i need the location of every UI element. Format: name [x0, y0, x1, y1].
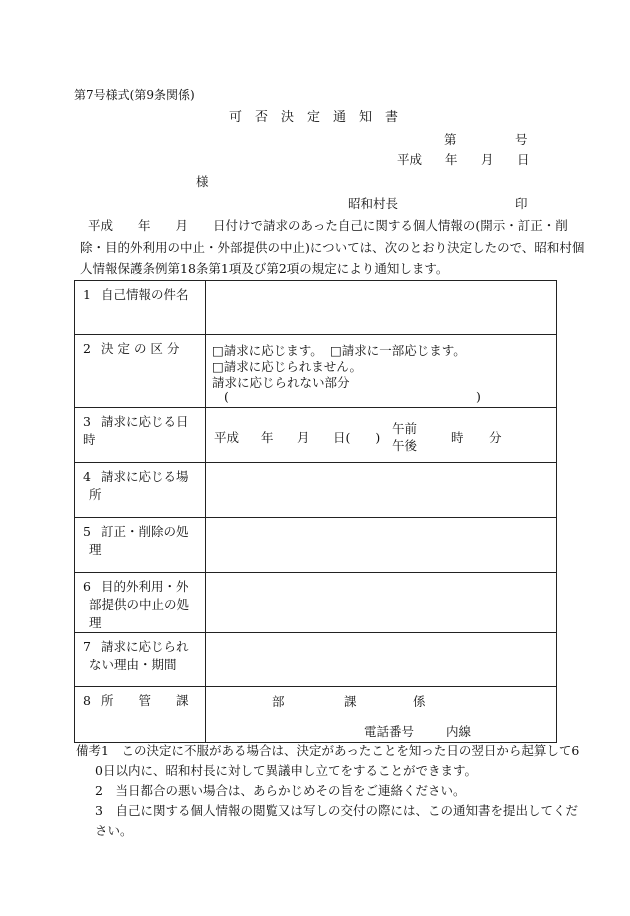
remark-3-line-1: 自己に関する個人情報の閲覧又は写しの交付の際には、この通知書を提出してくだ [115, 803, 578, 818]
row-datetime [75, 408, 557, 463]
remarks [76, 741, 580, 841]
remark-3-number: 3 [95, 803, 103, 818]
intro-line-3: 人情報保護条例第18条第1項及び第2項の規定により通知します。 [80, 261, 449, 276]
row-label-text: 請求に応じる日 [101, 414, 189, 429]
remark-2-text: 当日都合の悪い場合は、あらかじめその旨をご連絡ください。 [115, 783, 466, 798]
row-correction-label [75, 518, 206, 573]
row-label-text: 理 [89, 615, 102, 630]
option-partial-checkbox[interactable]: □請求に一部応じます。 [330, 343, 466, 358]
row-label-text: 請求に応じられ [101, 639, 189, 654]
row-number: 4 [83, 469, 91, 484]
remark-3 [76, 801, 578, 821]
datetime-day: 日( ) [333, 430, 381, 445]
row-department-value [206, 687, 557, 743]
row-label-text: 自己情報の件名 [101, 287, 189, 302]
row-suspension [75, 573, 557, 633]
remarks-heading: 備考1 [76, 743, 109, 758]
row-reason-value[interactable] [206, 633, 557, 687]
date-month: 月 [481, 152, 494, 167]
remark-2 [76, 781, 566, 801]
row-department-label [75, 687, 206, 743]
rejected-part-paren-open: ( [224, 389, 229, 404]
row-label-text: 時 [83, 432, 96, 447]
dept-ka: 課 [344, 694, 357, 709]
row-department [75, 687, 557, 743]
intro-line-1: 平成 年 月 日付けで請求のあった自己に関する個人情報の(開示・訂正・削 [88, 218, 568, 233]
row-label-text: 目的外利用・外 [101, 579, 189, 594]
row-subject [75, 281, 557, 335]
row-datetime-value [206, 408, 557, 463]
row-datetime-label [75, 408, 206, 463]
row-number: 6 [83, 579, 91, 594]
datetime-hour: 時 [451, 430, 464, 445]
option-reject-checkbox[interactable]: □請求に応じられません。 [212, 359, 363, 374]
row-decision [75, 335, 557, 408]
row-number: 7 [83, 639, 91, 654]
row-correction [75, 518, 557, 573]
datetime-year: 年 [261, 430, 274, 445]
row-place-label [75, 463, 206, 518]
datetime-era: 平成 [214, 430, 240, 445]
remark-3-line-2: さい。 [95, 823, 133, 838]
date-era: 平成 [397, 152, 423, 167]
row-suspension-label [75, 573, 206, 633]
dept-kakari: 係 [413, 694, 426, 709]
row-correction-value[interactable] [206, 518, 557, 573]
intro-paragraph [80, 215, 585, 280]
intro-line-2: 除・目的外利用の中止・外部提供の中止)については、次のとおり決定したので、昭和村個 [80, 239, 585, 255]
datetime-month: 月 [297, 430, 310, 445]
row-label-text: 所 [89, 487, 102, 502]
row-subject-label [75, 281, 206, 335]
row-label-text: 訂正・削除の処 [101, 524, 189, 539]
datetime-minute: 分 [489, 430, 502, 445]
row-place-value[interactable] [206, 463, 557, 518]
row-decision-value [206, 335, 557, 408]
row-label-text: 理 [89, 542, 102, 557]
rejected-part-paren-close: ) [476, 389, 481, 404]
document-number-suffix: 号 [515, 132, 528, 147]
remark-1-line-2: 0日以内に、昭和村長に対して異議申し立てをすることができます。 [95, 763, 477, 778]
row-place [75, 463, 557, 518]
extension-label: 内線 [446, 724, 472, 739]
row-reason [75, 633, 557, 687]
date-year: 年 [445, 152, 458, 167]
row-label-text: 決 定 の 区 分 [101, 341, 180, 356]
row-number: 1 [83, 287, 91, 302]
document-title: 可否決定通知書 [228, 110, 411, 125]
row-label-text: ない理由・期間 [89, 657, 177, 672]
remark-1-line-1: この決定に不服がある場合は、決定があったことを知った日の翌日から起算して6 [121, 743, 580, 758]
row-label-text: 所 管 課 [101, 693, 189, 708]
issuer-name: 昭和村長 [348, 196, 399, 211]
row-label-text: 部提供の中止の処 [89, 597, 190, 612]
row-subject-value[interactable] [206, 281, 557, 335]
row-suspension-value[interactable] [206, 573, 557, 633]
row-number: 2 [83, 341, 91, 356]
dept-bu: 部 [272, 694, 285, 709]
row-label-text: 請求に応じる場 [101, 469, 189, 484]
datetime-am[interactable]: 午前 [392, 421, 418, 436]
decision-table [74, 280, 557, 743]
datetime-pm[interactable]: 午後 [392, 438, 418, 453]
phone-label: 電話番号 [364, 724, 415, 739]
issuer-seal-mark: 印 [515, 196, 528, 211]
row-reason-label [75, 633, 206, 687]
row-number: 8 [83, 693, 91, 708]
remark-2-number: 2 [95, 783, 103, 798]
option-grant-checkbox[interactable]: □請求に応じます。 [212, 343, 323, 358]
addressee-honorific: 様 [196, 174, 209, 189]
document-number-prefix: 第 [444, 132, 457, 147]
row-decision-label [75, 335, 206, 408]
date-day: 日 [517, 152, 530, 167]
row-number: 3 [83, 414, 91, 429]
row-number: 5 [83, 524, 91, 539]
remark-1 [76, 741, 580, 761]
form-number: 第7号様式(第9条関係) [74, 88, 195, 102]
rejected-part-label: 請求に応じられない部分 [212, 375, 350, 390]
